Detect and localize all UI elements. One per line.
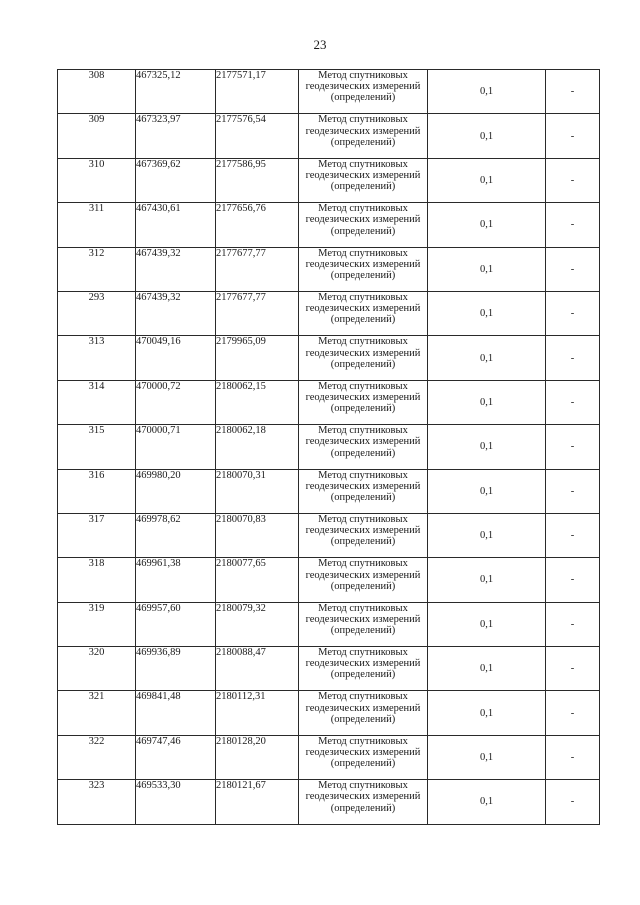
dash-cell: -: [546, 114, 600, 158]
method-line: (определений): [330, 92, 396, 104]
method-line: (определений): [330, 447, 396, 459]
point-number-cell: 321: [58, 691, 136, 735]
method-line: (определений): [330, 802, 396, 814]
method-line: Метод спутниковых: [318, 380, 408, 392]
dash-cell: -: [546, 380, 600, 424]
accuracy-cell: 0,1: [428, 336, 546, 380]
point-number-cell: 310: [58, 158, 136, 202]
table-row: [58, 735, 600, 779]
method-line: Метод спутниковых: [318, 70, 408, 81]
x-coordinate-cell: 467369,62: [136, 158, 216, 202]
method-line: Метод спутниковых: [318, 558, 408, 570]
dash-cell: -: [546, 425, 600, 469]
point-number-cell: 313: [58, 336, 136, 380]
method-line: (определений): [330, 225, 396, 237]
point-number-cell: 320: [58, 647, 136, 691]
method-line: геодезических измерений: [305, 480, 421, 492]
method-line: Метод спутниковых: [318, 513, 408, 525]
accuracy-cell: 0,1: [428, 602, 546, 646]
x-coordinate-cell: 467439,32: [136, 247, 216, 291]
method-cell: [299, 735, 428, 779]
y-coordinate-cell: 2177677,77: [216, 247, 299, 291]
point-number-cell: 312: [58, 247, 136, 291]
method-line: геодезических измерений: [305, 658, 421, 670]
y-coordinate-cell: 2177586,95: [216, 158, 299, 202]
table-row: [58, 558, 600, 602]
method-line: геодезических измерений: [305, 525, 421, 537]
method-line: Метод спутниковых: [318, 780, 408, 792]
dash-cell: -: [546, 203, 600, 247]
method-line: геодезических измерений: [305, 747, 421, 759]
point-number-cell: 293: [58, 291, 136, 335]
method-line: геодезических измерений: [305, 303, 421, 315]
accuracy-cell: 0,1: [428, 203, 546, 247]
coordinates-table: [57, 69, 600, 825]
point-number-cell: 311: [58, 203, 136, 247]
dash-cell: -: [546, 691, 600, 735]
method-line: геодезических измерений: [305, 436, 421, 448]
table-row: [58, 70, 600, 114]
point-number-cell: 314: [58, 380, 136, 424]
method-line: (определений): [330, 403, 396, 415]
point-number-cell: 318: [58, 558, 136, 602]
x-coordinate-cell: 469936,89: [136, 647, 216, 691]
accuracy-cell: 0,1: [428, 158, 546, 202]
dash-cell: -: [546, 291, 600, 335]
dash-cell: -: [546, 158, 600, 202]
method-line: Метод спутниковых: [318, 336, 408, 348]
point-number-cell: 316: [58, 469, 136, 513]
table-row: [58, 158, 600, 202]
table-row: [58, 691, 600, 735]
method-line: (определений): [330, 625, 396, 637]
table-row: [58, 247, 600, 291]
x-coordinate-cell: 469747,46: [136, 735, 216, 779]
x-coordinate-cell: 470049,16: [136, 336, 216, 380]
dash-cell: -: [546, 336, 600, 380]
accuracy-cell: 0,1: [428, 380, 546, 424]
dash-cell: -: [546, 735, 600, 779]
dash-cell: -: [546, 513, 600, 557]
dash-cell: -: [546, 469, 600, 513]
x-coordinate-cell: 469957,60: [136, 602, 216, 646]
y-coordinate-cell: 2177656,76: [216, 203, 299, 247]
accuracy-cell: 0,1: [428, 691, 546, 735]
accuracy-cell: 0,1: [428, 735, 546, 779]
y-coordinate-cell: 2180128,20: [216, 735, 299, 779]
method-cell: [299, 336, 428, 380]
accuracy-cell: 0,1: [428, 558, 546, 602]
x-coordinate-cell: 469978,62: [136, 513, 216, 557]
accuracy-cell: 0,1: [428, 780, 546, 824]
method-line: геодезических измерений: [305, 214, 421, 226]
point-number-cell: 319: [58, 602, 136, 646]
accuracy-cell: 0,1: [428, 425, 546, 469]
method-line: Метод спутниковых: [318, 691, 408, 703]
method-line: геодезических измерений: [305, 613, 421, 625]
y-coordinate-cell: 2180079,32: [216, 602, 299, 646]
method-line: (определений): [330, 713, 396, 725]
method-line: Метод спутниковых: [318, 647, 408, 659]
method-line: Метод спутниковых: [318, 247, 408, 259]
method-cell: [299, 291, 428, 335]
method-line: (определений): [330, 314, 396, 326]
table-row: [58, 291, 600, 335]
point-number-cell: 309: [58, 114, 136, 158]
method-line: геодезических измерений: [305, 169, 421, 181]
method-cell: [299, 558, 428, 602]
y-coordinate-cell: 2180121,67: [216, 780, 299, 824]
point-number-cell: 322: [58, 735, 136, 779]
accuracy-cell: 0,1: [428, 70, 546, 114]
x-coordinate-cell: 467325,12: [136, 70, 216, 114]
dash-cell: -: [546, 780, 600, 824]
method-line: (определений): [330, 269, 396, 281]
method-line: Метод спутниковых: [318, 602, 408, 614]
method-cell: [299, 247, 428, 291]
method-line: Метод спутниковых: [318, 114, 408, 126]
point-number-cell: 308: [58, 70, 136, 114]
method-line: Метод спутниковых: [318, 203, 408, 215]
table-row: [58, 336, 600, 380]
accuracy-cell: 0,1: [428, 291, 546, 335]
accuracy-cell: 0,1: [428, 469, 546, 513]
page-number: 23: [313, 37, 327, 52]
table-row: [58, 469, 600, 513]
method-cell: [299, 70, 428, 114]
table-row: [58, 380, 600, 424]
method-cell: [299, 380, 428, 424]
method-cell: [299, 114, 428, 158]
point-number-cell: 315: [58, 425, 136, 469]
method-line: (определений): [330, 136, 396, 148]
method-cell: [299, 602, 428, 646]
y-coordinate-cell: 2180070,83: [216, 513, 299, 557]
method-line: геодезических измерений: [305, 791, 421, 803]
method-line: геодезических измерений: [305, 391, 421, 403]
x-coordinate-cell: 467323,97: [136, 114, 216, 158]
method-line: (определений): [330, 669, 396, 681]
method-line: геодезических измерений: [305, 81, 421, 93]
method-line: (определений): [330, 491, 396, 503]
y-coordinate-cell: 2180070,31: [216, 469, 299, 513]
table-row: [58, 425, 600, 469]
x-coordinate-cell: 467439,32: [136, 291, 216, 335]
method-line: (определений): [330, 758, 396, 770]
x-coordinate-cell: 469533,30: [136, 780, 216, 824]
method-line: геодезических измерений: [305, 125, 421, 137]
y-coordinate-cell: 2177576,54: [216, 114, 299, 158]
method-cell: [299, 158, 428, 202]
y-coordinate-cell: 2180062,18: [216, 425, 299, 469]
method-line: Метод спутниковых: [318, 425, 408, 437]
method-line: геодезических измерений: [305, 702, 421, 714]
method-cell: [299, 203, 428, 247]
table-row: [58, 602, 600, 646]
x-coordinate-cell: 470000,71: [136, 425, 216, 469]
y-coordinate-cell: 2177677,77: [216, 291, 299, 335]
method-cell: [299, 780, 428, 824]
dash-cell: -: [546, 602, 600, 646]
x-coordinate-cell: 469980,20: [136, 469, 216, 513]
method-cell: [299, 647, 428, 691]
method-line: геодезических измерений: [305, 569, 421, 581]
method-line: (определений): [330, 536, 396, 548]
method-line: геодезических измерений: [305, 347, 421, 359]
dash-cell: -: [546, 247, 600, 291]
point-number-cell: 323: [58, 780, 136, 824]
accuracy-cell: 0,1: [428, 114, 546, 158]
dash-cell: -: [546, 647, 600, 691]
y-coordinate-cell: 2180088,47: [216, 647, 299, 691]
y-coordinate-cell: 2180077,65: [216, 558, 299, 602]
method-line: (определений): [330, 358, 396, 370]
x-coordinate-cell: 467430,61: [136, 203, 216, 247]
method-line: (определений): [330, 181, 396, 193]
method-line: Метод спутниковых: [318, 291, 408, 303]
method-cell: [299, 425, 428, 469]
x-coordinate-cell: 469961,38: [136, 558, 216, 602]
table-body: [58, 70, 600, 825]
method-cell: [299, 691, 428, 735]
y-coordinate-cell: 2177571,17: [216, 70, 299, 114]
x-coordinate-cell: 470000,72: [136, 380, 216, 424]
table-row: [58, 513, 600, 557]
accuracy-cell: 0,1: [428, 513, 546, 557]
y-coordinate-cell: 2179965,09: [216, 336, 299, 380]
point-number-cell: 317: [58, 513, 136, 557]
method-cell: [299, 513, 428, 557]
method-line: Метод спутниковых: [318, 158, 408, 170]
x-coordinate-cell: 469841,48: [136, 691, 216, 735]
dash-cell: -: [546, 70, 600, 114]
table-row: [58, 780, 600, 824]
table-row: [58, 647, 600, 691]
method-line: Метод спутниковых: [318, 735, 408, 747]
method-line: геодезических измерений: [305, 258, 421, 270]
y-coordinate-cell: 2180062,15: [216, 380, 299, 424]
y-coordinate-cell: 2180112,31: [216, 691, 299, 735]
table-row: [58, 114, 600, 158]
table-row: [58, 203, 600, 247]
accuracy-cell: 0,1: [428, 247, 546, 291]
accuracy-cell: 0,1: [428, 647, 546, 691]
method-line: Метод спутниковых: [318, 469, 408, 481]
method-line: (определений): [330, 580, 396, 592]
method-cell: [299, 469, 428, 513]
dash-cell: -: [546, 558, 600, 602]
